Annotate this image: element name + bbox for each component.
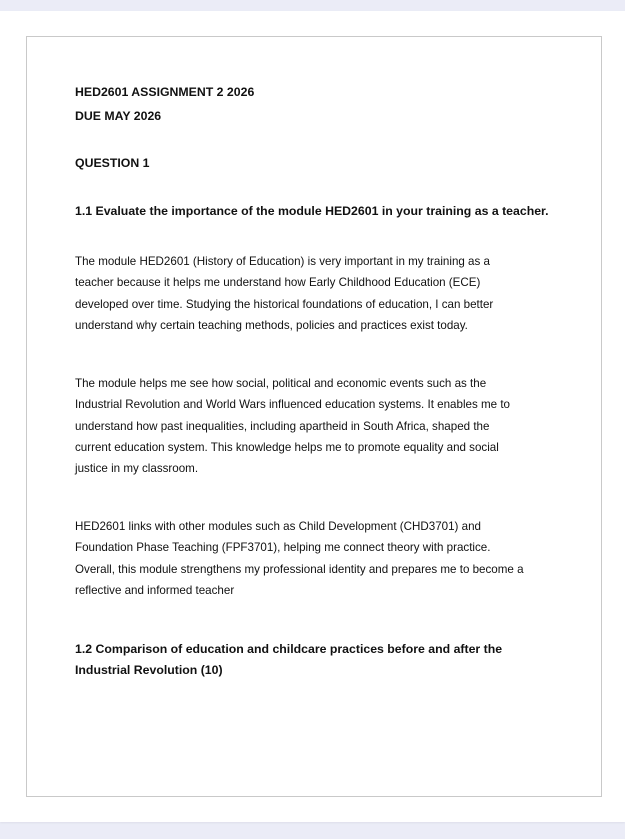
paragraph-line: Overall, this module strengthens my professional identity and prepares me to become a xyxy=(75,562,524,576)
answer-paragraph-2 xyxy=(75,373,565,479)
question-heading: QUESTION 1 xyxy=(75,156,150,170)
paragraph-line: justice in my classroom. xyxy=(75,462,199,476)
paragraph-line: The module HED2601 (History of Education) is very important in my training as a xyxy=(75,255,490,268)
document-page xyxy=(0,11,625,822)
due-date: DUE MAY 2026 xyxy=(75,109,162,123)
paragraph-line: teacher because it helps me understand how Early Childhood Education (ECE) xyxy=(75,276,481,290)
question-1-2-prompt xyxy=(75,639,502,682)
paragraph-line: Industrial Revolution and World Wars influenced education systems. It enables me to xyxy=(75,398,510,412)
answer-paragraph-3 xyxy=(75,516,565,601)
answer-paragraph-1 xyxy=(75,251,565,336)
paragraph-line: current education system. This knowledge helps me to promote equality and social xyxy=(75,440,499,454)
paragraph-line: Foundation Phase Teaching (FPF3701), helping me connect theory with practice. xyxy=(75,541,491,555)
paragraph-line: The module helps me see how social, political and economic events such as the xyxy=(75,377,487,390)
paragraph-line: reflective and informed teacher xyxy=(75,583,235,597)
question-1-1-prompt: 1.1 Evaluate the importance of the module HED2601 in your training as a teacher. xyxy=(75,204,549,218)
paragraph-line: HED2601 links with other modules such as Child Development (CHD3701) and xyxy=(75,520,481,533)
paragraph-line: developed over time. Studying the historical foundations of education, I can better xyxy=(75,297,494,311)
paragraph-line: understand why certain teaching methods, policies and practices exist today. xyxy=(75,318,468,332)
paragraph-line: understand how past inequalities, including apartheid in South Africa, shaped the xyxy=(75,419,490,433)
assignment-title: HED2601 ASSIGNMENT 2 2026 xyxy=(75,85,255,99)
prompt-line: Industrial Revolution (10) xyxy=(75,663,223,678)
prompt-line: 1.2 Comparison of education and childcare practices before and after the xyxy=(75,642,503,656)
